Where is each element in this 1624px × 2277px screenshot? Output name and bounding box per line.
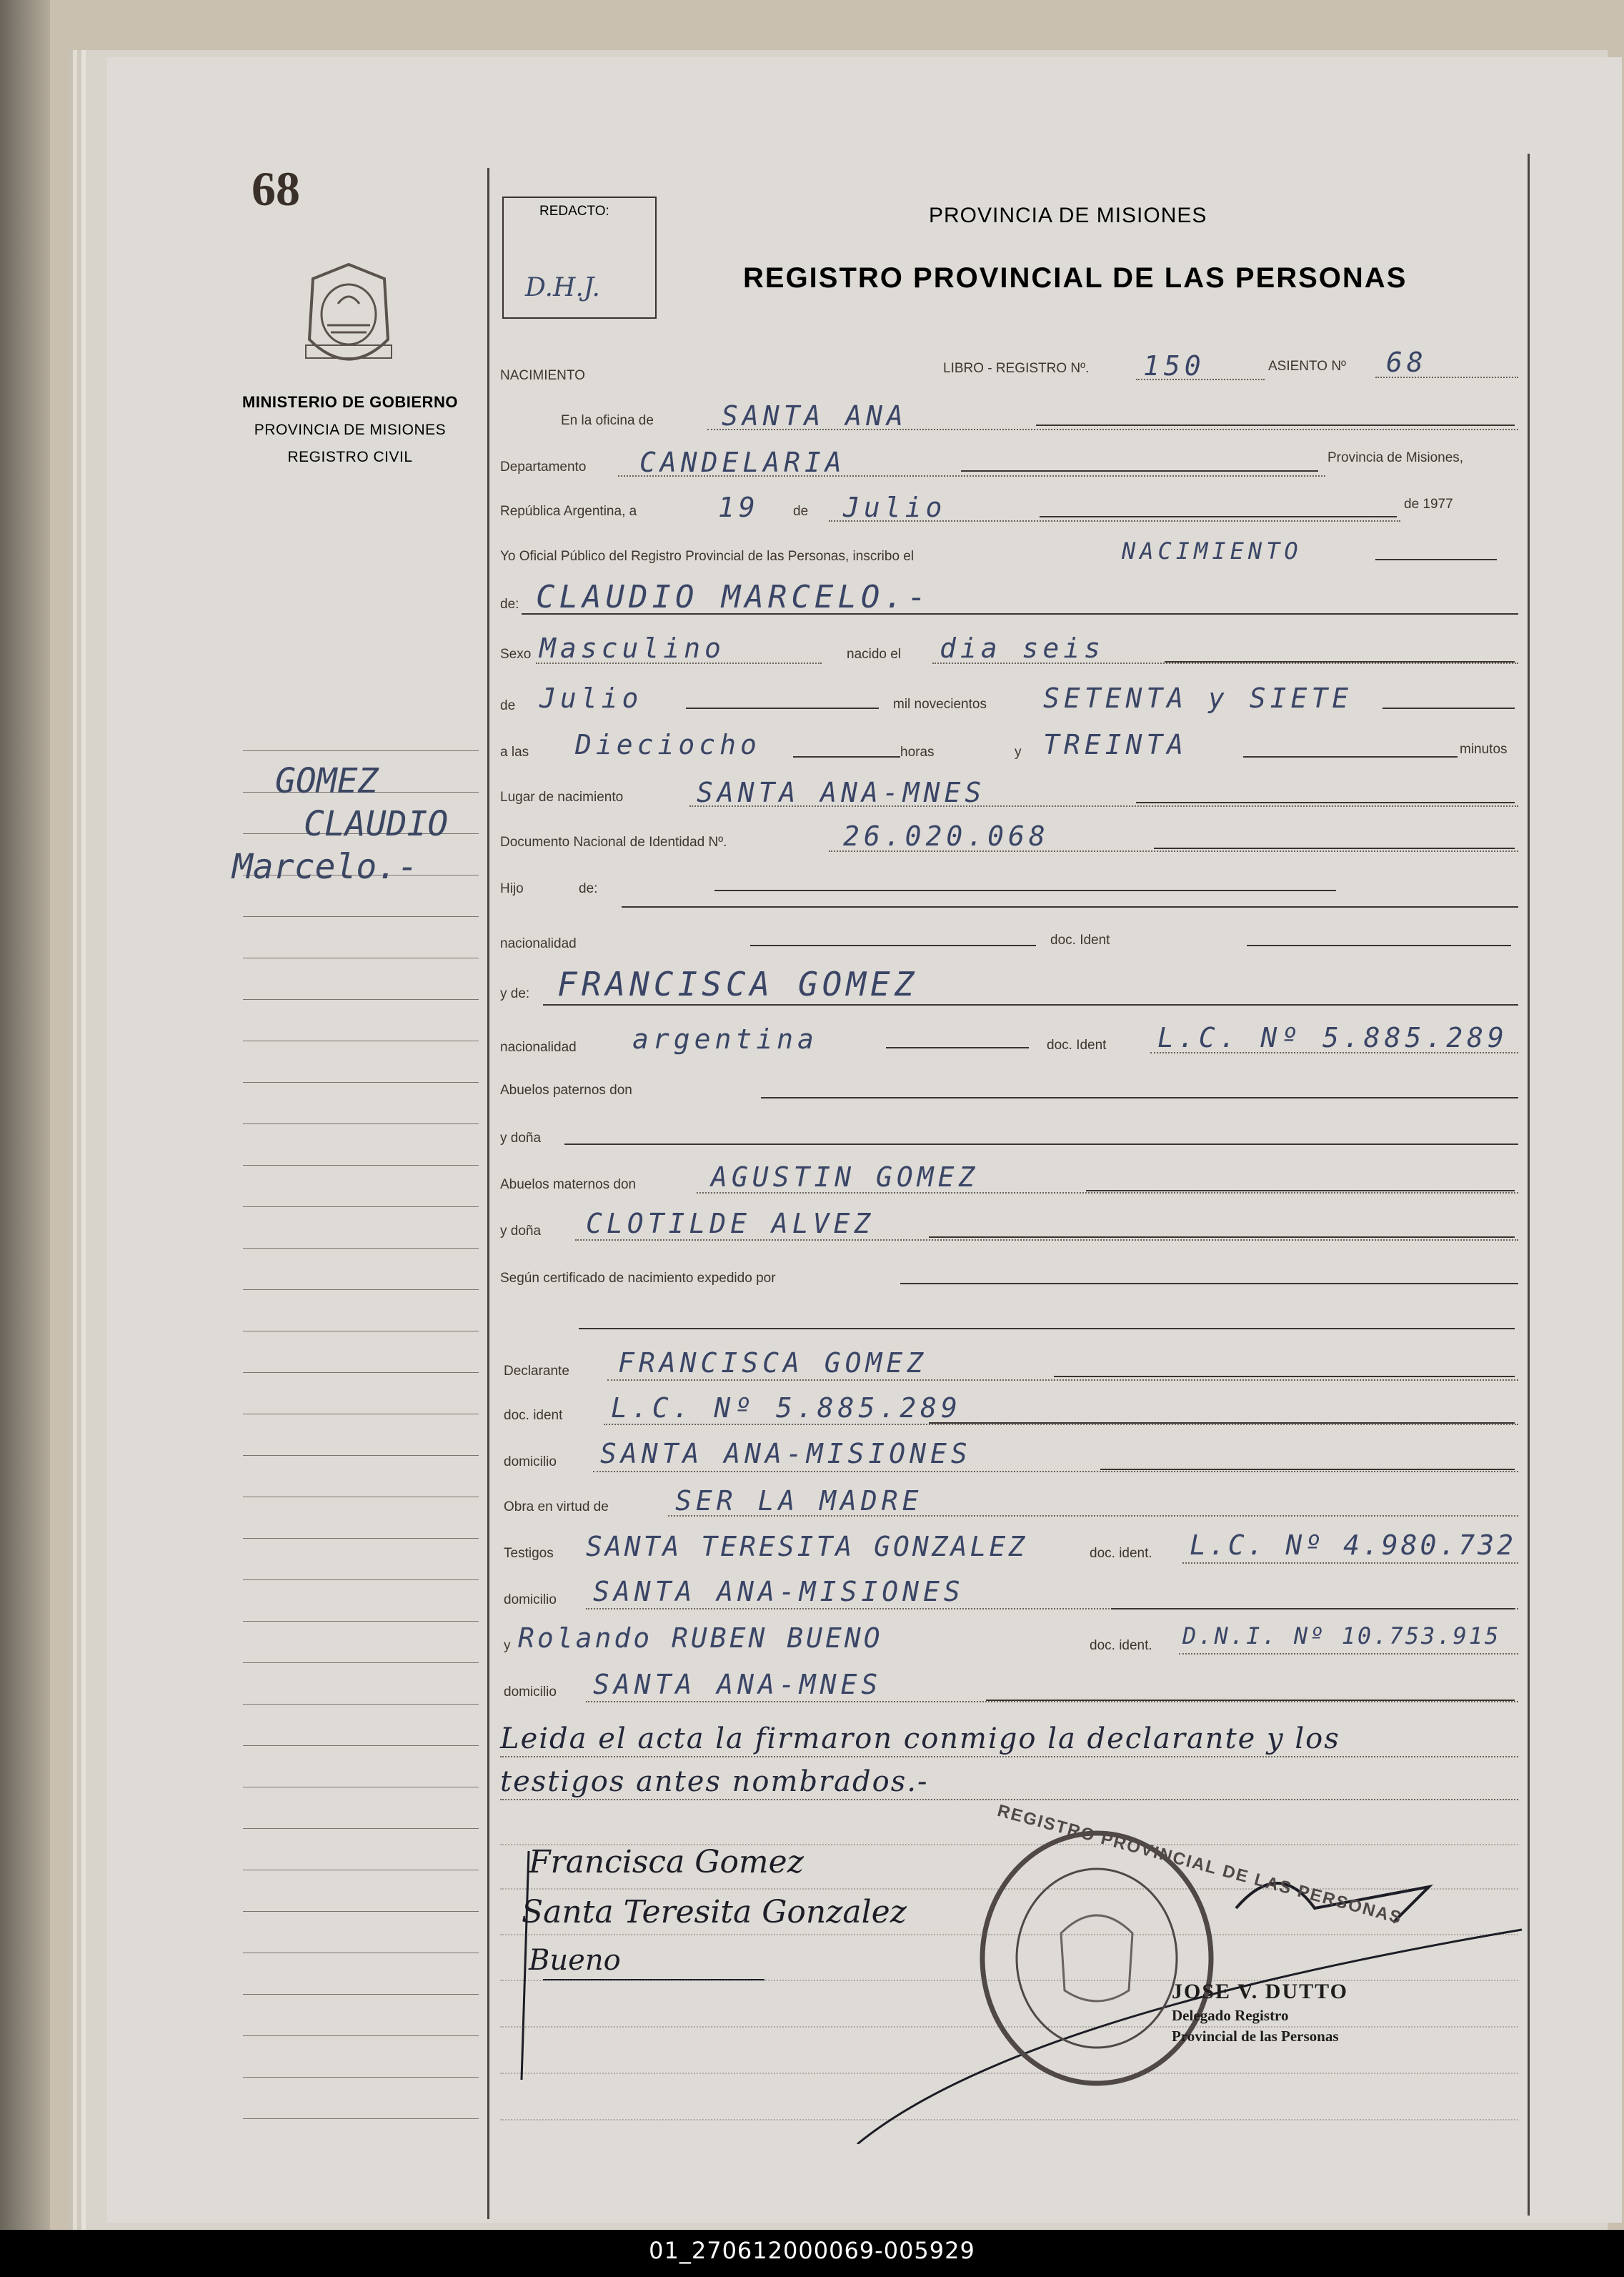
de2-label: de xyxy=(500,698,516,713)
horas-label: horas xyxy=(900,745,935,760)
margin-annotation xyxy=(232,847,418,887)
doct1-label: doc. ident. xyxy=(1090,1546,1152,1561)
domt1-strike xyxy=(1111,1608,1515,1609)
minutos-label: minutos xyxy=(1460,742,1508,757)
doct2-label: doc. ident. xyxy=(1090,1638,1152,1653)
departamento-line xyxy=(618,475,1325,477)
abpat-strike xyxy=(761,1097,1518,1098)
lugar-value: SANTA ANA-MNES xyxy=(697,777,986,808)
lugar-strike xyxy=(1136,802,1515,803)
closing-line-2-rule xyxy=(500,1799,1518,1800)
domdecl-label: domicilio xyxy=(504,1454,557,1469)
act-type-label: NACIMIENTO xyxy=(500,368,585,383)
y2-label: y xyxy=(504,1638,511,1653)
margin-annotation xyxy=(304,804,448,844)
ydona1-strike xyxy=(564,1144,1518,1145)
redacto-box xyxy=(502,197,657,319)
nacido-value: dia seis xyxy=(940,632,1105,664)
oficina-strike xyxy=(1036,425,1515,426)
closing-line-1-rule xyxy=(500,1756,1518,1757)
hijo-strike-2 xyxy=(622,906,1518,908)
mes2-strike xyxy=(686,708,879,709)
signature-declarante: Francisca Gomez xyxy=(529,1844,804,1880)
nac1-strike xyxy=(750,945,1036,946)
nacido-line xyxy=(932,663,1518,664)
docdecl-line xyxy=(604,1424,1518,1425)
margin-annotation-surname: GOMEZ xyxy=(275,761,379,801)
doc1-label: doc. Ident xyxy=(1050,933,1110,948)
lugar-line xyxy=(689,805,1518,807)
abmat-line xyxy=(697,1192,1518,1194)
margin-annotation-middle: Marcelo.- xyxy=(232,847,419,887)
asiento-line xyxy=(1375,377,1518,378)
y-label: y xyxy=(1015,745,1022,760)
lugar-label: Lugar de nacimiento xyxy=(500,790,624,805)
page-number: 68 xyxy=(251,162,300,216)
oficina-label: En la oficina de xyxy=(561,413,654,428)
image-id-label: 01_270612000069-005929 xyxy=(649,2237,975,2264)
nombre-line xyxy=(522,613,1518,615)
docdecl-strike xyxy=(929,1422,1515,1424)
registry-heading: REGISTRO PROVINCIAL DE LAS PERSONAS xyxy=(743,262,1408,294)
doct1-line xyxy=(1182,1562,1518,1564)
ministry-registry: REGISTRO CIVIL xyxy=(287,449,413,465)
minutos-value: TREINTA xyxy=(1043,729,1188,760)
abmat-value: AGUSTIN GOMEZ xyxy=(711,1161,980,1193)
oficial-strike xyxy=(1375,559,1497,560)
libro-line xyxy=(1136,379,1265,380)
domt2-strike xyxy=(986,1700,1515,1701)
stamp-text: REGISTRO PROVINCIAL DE LAS PERSONAS xyxy=(995,1801,1405,1928)
segun-strike xyxy=(900,1283,1518,1284)
horas-value: Dieciocho xyxy=(575,729,761,760)
margin-ruled-lines xyxy=(243,750,479,2160)
madre-value: FRANCISCA GOMEZ xyxy=(557,965,919,1003)
domt2-value: SANTA ANA-MNES xyxy=(593,1669,882,1700)
declarante-label: Declarante xyxy=(504,1364,569,1379)
ydona2-value: CLOTILDE ALVEZ xyxy=(586,1208,875,1239)
domdecl-value: SANTA ANA-MISIONES xyxy=(600,1438,972,1469)
segun-strike-2 xyxy=(579,1328,1515,1329)
mil-label: mil novecientos xyxy=(893,697,987,712)
doc2-line xyxy=(1150,1052,1518,1053)
oficina-line xyxy=(707,429,1518,430)
nac2-label: nacionalidad xyxy=(500,1040,577,1055)
margin-rule-left xyxy=(487,168,489,2219)
redacto-initials: D.H.J. xyxy=(525,273,600,302)
madre-line xyxy=(543,1004,1518,1006)
year-label: de 1977 xyxy=(1404,497,1453,512)
official-block xyxy=(1172,1980,1348,2045)
province-heading: PROVINCIA DE MISIONES xyxy=(929,204,1207,227)
dni-label: Documento Nacional de Identidad Nº. xyxy=(500,835,727,850)
minutos-strike xyxy=(1243,756,1458,758)
obra-label: Obra en virtud de xyxy=(504,1499,609,1514)
domt2-label: domicilio xyxy=(504,1685,557,1700)
asiento-value: 68 xyxy=(1386,347,1428,378)
nac2-strike xyxy=(886,1047,1029,1048)
closing-line-2: testigos antes nombrados.- xyxy=(500,1765,929,1798)
obra-value: SER LA MADRE xyxy=(675,1485,923,1517)
nombre-value: CLAUDIO MARCELO.- xyxy=(536,579,931,615)
oficial-value: NACIMIENTO xyxy=(1122,537,1302,565)
declarante-strike xyxy=(1054,1376,1515,1377)
docdecl-label: doc. ident xyxy=(504,1408,563,1423)
nacido-strike xyxy=(1165,661,1515,663)
mil-strike xyxy=(1383,708,1515,709)
ydona2-strike xyxy=(929,1236,1515,1238)
doct2-line xyxy=(1179,1653,1518,1655)
domt1-value: SANTA ANA-MISIONES xyxy=(593,1576,965,1607)
nombre-label: de: xyxy=(500,597,519,612)
abmat-strike xyxy=(1086,1190,1515,1191)
libro-value: 150 xyxy=(1143,350,1205,382)
doct1-value: L.C. Nº 4.980.732 xyxy=(1190,1529,1516,1561)
segun-label: Según certificado de nacimiento expedido por xyxy=(500,1271,776,1286)
nacido-label: nacido el xyxy=(847,647,902,662)
obra-line xyxy=(668,1515,1518,1517)
sexo-line xyxy=(536,663,822,664)
dni-strike xyxy=(1154,848,1515,849)
de-label: de xyxy=(793,504,809,519)
doct2-value: D.N.I. Nº 10.753.915 xyxy=(1182,1622,1501,1650)
doc2-value: L.C. Nº 5.885.289 xyxy=(1157,1022,1508,1053)
coat-of-arms-icon xyxy=(299,261,399,382)
month-strike xyxy=(1040,516,1397,517)
domdecl-strike xyxy=(1100,1469,1515,1470)
hijo-label: Hijo xyxy=(500,881,524,896)
ministry-province: PROVINCIA DE MISIONES xyxy=(254,422,447,438)
ministry-heading xyxy=(236,393,464,466)
margin-annotation-name: CLAUDIO xyxy=(304,804,449,844)
libro-label: LIBRO - REGISTRO Nº. xyxy=(943,361,1090,376)
domt2-line xyxy=(586,1701,1518,1702)
departamento-label: Departamento xyxy=(500,460,587,475)
hijo-strike xyxy=(714,890,1336,891)
testigo2-value: Rolando RUBEN BUENO xyxy=(518,1622,883,1654)
horas-strike xyxy=(793,756,900,758)
alas-label: a las xyxy=(500,745,529,760)
declarante-line xyxy=(607,1379,1518,1381)
doc1-strike xyxy=(1247,945,1511,946)
hijo-de-label: de: xyxy=(579,881,598,896)
official-role-2: Provincial de las Personas xyxy=(1172,2028,1339,2045)
republica-label: República Argentina, a xyxy=(500,504,637,519)
margin-annotation xyxy=(275,761,379,801)
book-spine xyxy=(0,0,50,2230)
abmat-label: Abuelos maternos don xyxy=(500,1177,637,1192)
signature-testigo-2: Bueno xyxy=(529,1944,621,1977)
oficina-value: SANTA ANA xyxy=(722,400,907,432)
asiento-label: ASIENTO Nº xyxy=(1268,359,1346,374)
provincia-label: Provincia de Misiones, xyxy=(1327,450,1464,465)
official-name: JOSE V. DUTTO xyxy=(1172,1980,1348,2003)
ydona2-label: y doña xyxy=(500,1224,542,1239)
redacto-label: REDACTO: xyxy=(539,204,609,219)
declarante-value: FRANCISCA GOMEZ xyxy=(618,1347,928,1379)
sexo-value: Masculino xyxy=(539,632,725,664)
mil-value: SETENTA y SIETE xyxy=(1043,683,1353,714)
dni-line xyxy=(829,850,1518,852)
nac1-label: nacionalidad xyxy=(500,936,577,951)
sexo-label: Sexo xyxy=(500,647,532,662)
closing-line-1: Leida el acta la firmaron conmigo la declarante y los xyxy=(500,1722,1340,1755)
domt1-label: domicilio xyxy=(504,1592,557,1607)
official-role-1: Delegado Registro xyxy=(1172,2007,1289,2024)
abpat-label: Abuelos paternos don xyxy=(500,1083,632,1098)
domdecl-line xyxy=(593,1471,1518,1472)
testigos-label: Testigos xyxy=(504,1546,554,1561)
ministry-title: MINISTERIO DE GOBIERNO xyxy=(242,393,458,411)
ydona2-line xyxy=(575,1239,1518,1241)
ydona1-label: y doña xyxy=(500,1131,542,1146)
departamento-strike xyxy=(961,470,1318,472)
docdecl-value: L.C. Nº 5.885.289 xyxy=(611,1392,962,1424)
signature-testigo-1: Santa Teresita Gonzalez xyxy=(522,1894,907,1930)
doc2-label: doc. Ident xyxy=(1047,1038,1107,1053)
day-value: 19 xyxy=(718,492,759,523)
yde-label: y de: xyxy=(500,986,530,1001)
nac2-value: argentina xyxy=(632,1023,818,1055)
month-line xyxy=(829,520,1400,522)
oficial-text: Yo Oficial Público del Registro Provincial de las Personas, inscribo el xyxy=(500,549,915,564)
dni-value: 26.020.068 xyxy=(843,820,1050,852)
testigo1-value: SANTA TERESITA GONZALEZ xyxy=(586,1531,1028,1562)
departamento-value: CANDELARIA xyxy=(639,447,846,478)
mes2-value: Julio xyxy=(539,683,643,714)
month-value: Julio xyxy=(843,492,947,523)
